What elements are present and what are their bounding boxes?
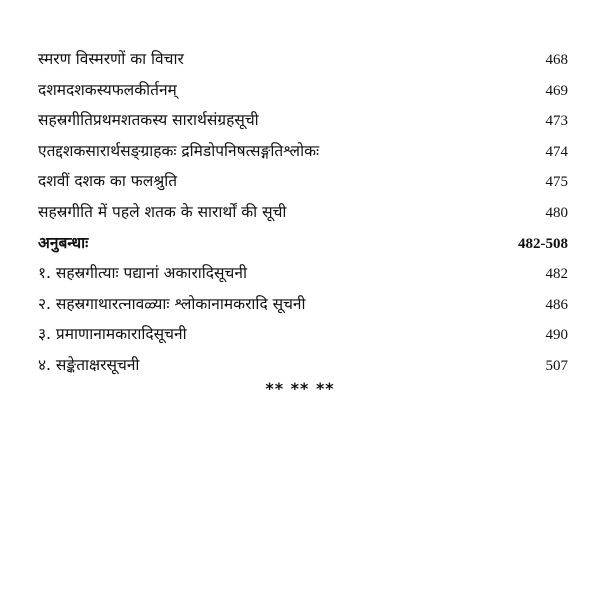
toc-entry-title: स्मरण विस्मरणों का विचार [38, 50, 184, 68]
toc-entry-page: 474 [545, 143, 568, 160]
toc-entry-title: ४. सङ्केताक्षरसूचनी [38, 355, 140, 374]
toc-entry-title: सहस्रगीतिप्रथमशतकस्य सारार्थसंग्रहसूची [38, 111, 259, 130]
table-of-contents [38, 44, 568, 381]
toc-entry-title: ३. प्रमाणानामकारादिसूचनी [38, 325, 187, 344]
toc-entry-page: 475 [545, 174, 568, 191]
toc-entry-page: 473 [545, 113, 568, 130]
toc-section-heading [38, 228, 568, 259]
toc-entry-page: 480 [545, 204, 568, 221]
toc-entry-title: दशवीं दशक का फलश्रुति [38, 172, 178, 191]
toc-entry [38, 105, 568, 136]
section-end-ornament: ** ** ** [265, 379, 335, 398]
toc-entry [38, 258, 568, 289]
toc-entry [38, 197, 568, 228]
toc-entry-title: सहस्रगीति में पहले शतक के सारार्थों की सूची [38, 202, 287, 221]
toc-entry [38, 350, 568, 381]
toc-entry [38, 44, 568, 75]
toc-entry [38, 136, 568, 167]
toc-section-title: अनुबन्धाः [38, 232, 89, 252]
toc-entry-title: दशमदशकस्यफलकीर्तनम् [38, 80, 177, 99]
toc-entry [38, 319, 568, 350]
toc-entry-page: 507 [545, 357, 568, 374]
toc-entry-title: एतद्दशकसारार्थसङ्ग्राहकः द्रमिडोपनिषत्सङ्गतिश्लोकः [38, 141, 320, 160]
toc-entry [38, 75, 568, 106]
toc-entry-page: 486 [545, 296, 568, 313]
toc-entry-page: 490 [545, 327, 568, 344]
toc-section-page: 482-508 [518, 235, 568, 252]
toc-entry-page: 468 [545, 52, 568, 68]
toc-entry-title: १. सहस्रगीत्याः पद्यानां अकारादिसूचनी [38, 264, 247, 283]
toc-entry-page: 482 [545, 266, 568, 283]
toc-entry-page: 469 [545, 82, 568, 99]
toc-entry [38, 289, 568, 320]
toc-entry [38, 166, 568, 197]
toc-entry-title: २. सहस्रगाथारत्नावळ्याः श्लोकानामकरादि सूचनी [38, 294, 306, 313]
